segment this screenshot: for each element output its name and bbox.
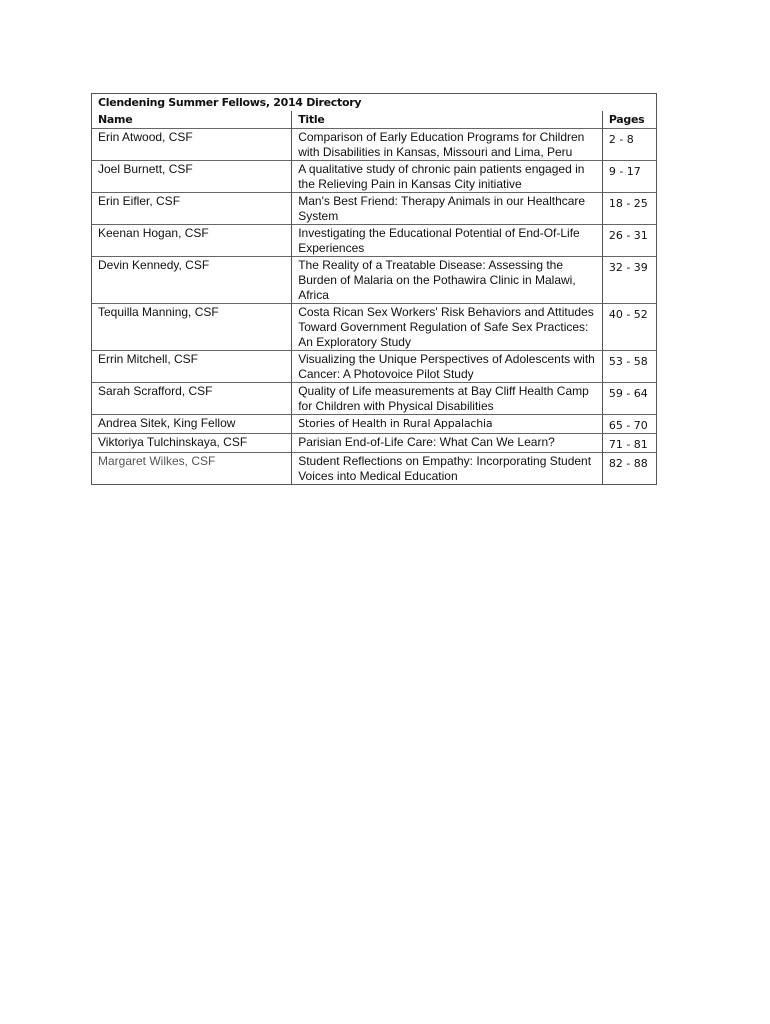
page-range: 53 - 58 [602,351,656,383]
project-title: Visualizing the Unique Perspectives of Adolescents with Cancer: A Photovoice Pilot Study [292,351,603,383]
project-title: Costa Rican Sex Workers' Risk Behaviors and Attitudes Toward Government Regulation of Safe Sex Practices: An Exploratory Study [292,304,603,351]
fellow-name: Errin Mitchell, CSF [92,351,292,383]
page-range: 65 - 70 [602,415,656,434]
fellow-name: Erin Atwood, CSF [92,129,292,161]
fellow-name: Andrea Sitek, King Fellow [92,415,292,434]
project-title: Investigating the Educational Potential of End-Of-Life Experiences [292,225,603,257]
page-range: 26 - 31 [602,225,656,257]
project-title: A qualitative study of chronic pain patients engaged in the Relieving Pain in Kansas City initiative [292,161,603,193]
page-range: 32 - 39 [602,257,656,304]
table-row [92,193,657,225]
table-row [92,383,657,415]
table-row [92,415,657,434]
fellow-name: Joel Burnett, CSF [92,161,292,193]
column-header-title: Title [292,111,603,129]
fellow-name: Tequilla Manning, CSF [92,304,292,351]
table-row [92,434,657,453]
page-range: 59 - 64 [602,383,656,415]
fellow-name: Erin Eifler, CSF [92,193,292,225]
column-header-pages: Pages [602,111,656,129]
table-row [92,161,657,193]
page-range: 71 - 81 [602,434,656,453]
fellow-name: Devin Kennedy, CSF [92,257,292,304]
table-row [92,351,657,383]
page-range: 9 - 17 [602,161,656,193]
table-caption: Clendening Summer Fellows, 2014 Directory [92,94,657,112]
fellow-name: Viktoriya Tulchinskaya, CSF [92,434,292,453]
project-title: Man's Best Friend: Therapy Animals in our Healthcare System [292,193,603,225]
page-range: 18 - 25 [602,193,656,225]
page-range: 82 - 88 [602,453,656,485]
project-title: Student Reflections on Empathy: Incorporating Student Voices into Medical Education [292,453,603,485]
project-title: Comparison of Early Education Programs for Children with Disabilities in Kansas, Missouri and Lima, Peru [292,129,603,161]
fellow-name: Margaret Wilkes, CSF [92,453,292,485]
page-range: 40 - 52 [602,304,656,351]
page-range: 2 - 8 [602,129,656,161]
table-row [92,453,657,485]
project-title: Quality of Life measurements at Bay Cliff Health Camp for Children with Physical Disabilities [292,383,603,415]
column-header-name: Name [92,111,292,129]
table-row [92,257,657,304]
fellow-name: Keenan Hogan, CSF [92,225,292,257]
table-header-row [92,111,657,129]
table-row [92,129,657,161]
fellows-directory-table [91,93,657,485]
table-row [92,304,657,351]
project-title: Stories of Health in Rural Appalachia [292,415,603,434]
table-caption-row [92,94,657,112]
table-row [92,225,657,257]
project-title: Parisian End-of-Life Care: What Can We Learn? [292,434,603,453]
project-title: The Reality of a Treatable Disease: Assessing the Burden of Malaria on the Pothawira Clinic in Malawi, Africa [292,257,603,304]
fellow-name: Sarah Scrafford, CSF [92,383,292,415]
